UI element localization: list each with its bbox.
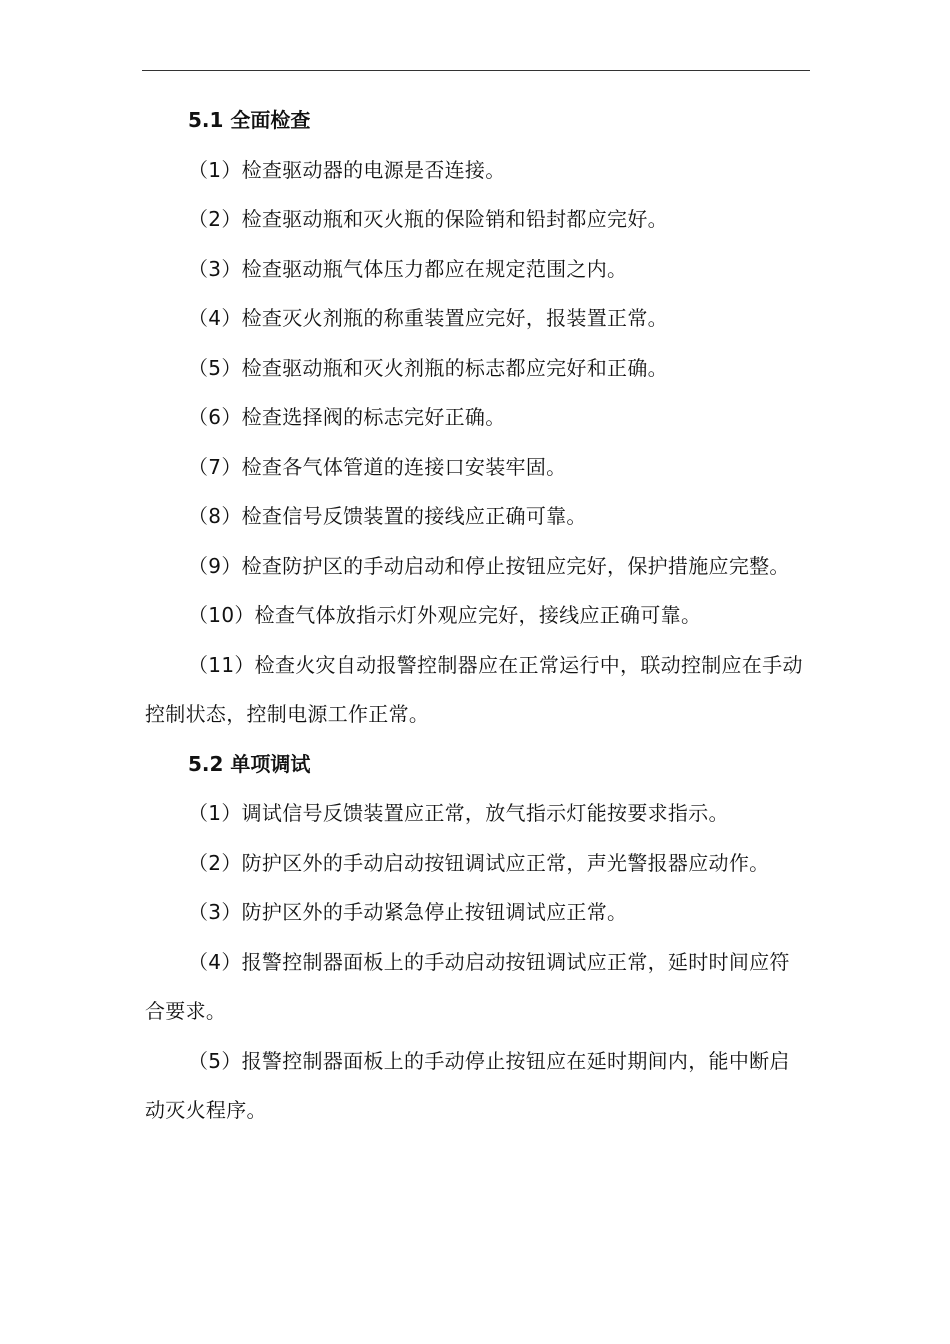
check-item-2: （2）检查驱动瓶和灭火瓶的保险销和铅封都应完好。 — [188, 207, 668, 231]
check-item-7: （7）检查各气体管道的连接口安装牢固。 — [188, 454, 567, 479]
check-item-4: （4）检查灭火剂瓶的称重装置应完好，报装置正常。 — [188, 306, 668, 330]
test-item-1: （1）调试信号反馈装置应正常，放气指示灯能按要求指示。 — [188, 801, 729, 825]
check-item-1: （1）检查驱动器的电源是否连接。 — [188, 157, 506, 182]
test-item-2: （2）防护区外的手动启动按钮调试应正常，声光警报器应动作。 — [188, 850, 770, 875]
check-item-10: （10）检查气体放指示灯外观应完好，接线应正确可靠。 — [188, 603, 702, 627]
check-item-3: （3）检查驱动瓶气体压力都应在规定范围之内。 — [188, 256, 628, 281]
header-rule — [142, 70, 810, 71]
check-item-11: （11）检查火灾自动报警控制器应在正常运行中，联动控制应在手动控制状态，控制电源工作正常。 — [145, 652, 803, 726]
check-item-8: （8）检查信号反馈装置的接线应正确可靠。 — [188, 504, 587, 528]
check-item-6: （6）检查选择阀的标志完好正确。 — [188, 405, 506, 429]
test-item-5: （5）报警控制器面板上的手动停止按钮应在延时期间内，能中断启动灭火程序。 — [145, 1048, 790, 1122]
check-item-9: （9）检查防护区的手动启动和停止按钮应完好，保护措施应完整。 — [188, 553, 790, 578]
section-heading-5-2: 5.2 单项调试 — [188, 751, 311, 776]
document-body — [145, 96, 809, 1136]
section-heading-5-1: 5.1 全面检查 — [188, 108, 311, 132]
test-item-3: （3）防护区外的手动紧急停止按钮调试应正常。 — [188, 900, 628, 924]
test-item-4: （4）报警控制器面板上的手动启动按钮调试应正常，延时时间应符合要求。 — [145, 949, 790, 1023]
check-item-5: （5）检查驱动瓶和灭火剂瓶的标志都应完好和正确。 — [188, 355, 668, 380]
